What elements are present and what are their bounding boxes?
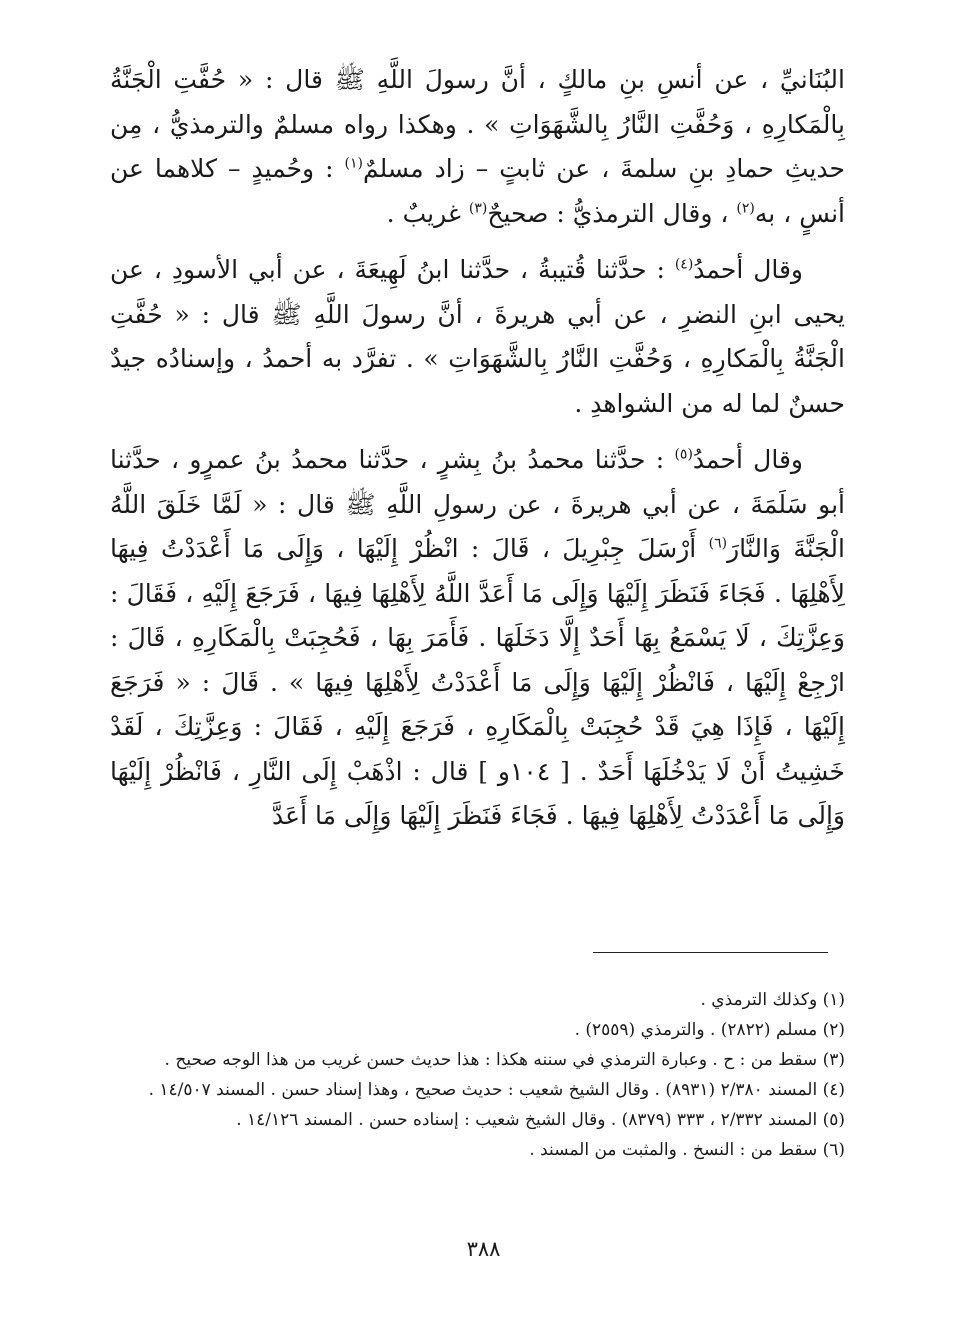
footnote-3: (٣) سقط من : ح . وعبارة الترمذي في سننه هكذا : هذا حديث حسن غريب من هذا الوجه صحيح . <box>164 1050 845 1070</box>
footnotes <box>110 985 845 1165</box>
footnote-5: (٥) المسند ٢/٣٣٢ ، ٣٣٣ (٨٣٧٩) . وقال الشيخ شعيب : إسناده حسن . المسند ١٤/١٢٦ . <box>236 1110 845 1130</box>
paragraph-3-text-2: : حدَّثنا محمدُ بنُ بِشرٍ ، حدَّثنا محمدُ بنُ عمرٍو ، حدَّثنا أبو سَلَمَةَ ، عن أبي هريرةَ ، عن رسولِ اللَّهِ ﷺ قال : « لَمَّا خَلَقَ اللَّهُ الْجَنَّةَ وَالنَّارَ <box>110 445 845 563</box>
paragraph-2-text-2: : حدَّثنا قُتيبةُ ، حدَّثنا ابنُ لَهِيعَةَ ، عن أبي الأسودِ ، عن يحيى ابنِ النضرِ ، عن أبي هريرةَ ، أنَّ رسولَ اللَّهِ ﷺ قال : « حُفَّتِ الْجَنَّةُ بِالْمَكارِهِ ، وَحُفَّتِ النَّارُ بِالشَّهَوَاتِ » . تفرَّد به أحمدُ ، وإسنادُه جيدٌ حسنٌ لما له من الشواهدِ . <box>110 255 845 418</box>
footnote-ref-3: (٣) <box>468 200 488 217</box>
paragraph-1 <box>110 58 845 236</box>
footnote-ref-2: (٢) <box>736 200 755 217</box>
paragraph-3-text: وقال أحمدُ <box>692 445 803 474</box>
footnote-6: (٦) سقط من : النسخ . والمثبت من المسند . <box>529 1140 845 1160</box>
paragraph-1-text: البُنَانيِّ ، عن أنسِ بنِ مالكٍ ، أنَّ رسولَ اللَّهِ ﷺ قال : « حُفَّتِ الْجَنَّةُ بِالْمَكارِهِ ، وَحُفَّتِ النَّارُ بِالشَّهَوَاتِ » . وهكذا رواه مسلمٌ والترمذيُّ ، مِن حديثِ حمادِ بنِ سلمةَ ، عن ثابتٍ – زاد مسلمٌ <box>110 65 846 183</box>
page-number: ٣٨٨ <box>466 1237 501 1261</box>
paragraph-1-text-3: ، وقال الترمذيُّ : صحيحٌ <box>487 198 737 228</box>
footnote-4: (٤) المسند ٢/٣٨٠ (٨٩٣١) . وقال الشيخ شعيب : حديث صحيح ، وهذا إسناد حسن . المسند ١٤/٥٠٧ . <box>148 1080 845 1100</box>
paragraph-2-text: وقال أحمدُ <box>693 255 803 284</box>
paragraph-3 <box>110 438 845 839</box>
footnote-1: (١) وكذلك الترمذي . <box>700 990 845 1010</box>
manuscript-folio-marker: [ ١٠٤و ] <box>468 756 580 786</box>
paragraph-3-text-3: أَرْسَلَ جِبْرِيلَ ، قَالَ : انْظُرْ إِلَيْهَا ، وَإِلَى مَا أَعْدَدْتُ فِيهَا لِأَهْلِهَا . فَجَاءَ فَنَظَرَ إِلَيْهَا وَإِلَى مَا أَعَدَّ اللَّهُ لِأَهْلِهَا فِيهَا ، فَرَجَعَ إِلَيْهِ ، فَقَالَ : وَعِزَّتِكَ ، لَا يَسْمَعُ بِهَا أَحَدٌ إِلَّا دَخَلَهَا . فَأَمَرَ بِهَا ، فَحُجِبَتْ بِالْمَكَارِهِ ، قَالَ : ارْجِعْ إِلَيْهَا ، فَانْظُرْ إِلَيْهَا وَإِلَى مَا أَعْدَدْتُ لِأَهْلِهَا فِيهَا » . قَالَ : « فَرَجَعَ إِلَيْهَا ، فَإِذَا هِيَ قَدْ حُجِبَتْ بِالْمَكَارِهِ ، فَرَجَعَ إِلَيْهِ ، فَقَالَ : وَعِزَّتِكَ ، لَقَدْ خَشِيتُ أَنْ لَا يَدْخُلَهَا أَحَدٌ . <box>110 534 845 786</box>
footnote-ref-1: (١) <box>344 155 363 172</box>
paragraph-3-text-4: قال : اذْهَبْ إِلَى النَّارِ ، فَانْظُرْ إِلَيْهَا وَإِلَى مَا أَعْدَدْتُ لِأَهْلِهَا فِيهَا . فَجَاءَ فَنَظَرَ إِلَيْهَا وَإِلَى مَا أَعَدَّ <box>110 756 845 830</box>
paragraph-1-text-4: غريبٌ . <box>386 198 469 228</box>
footnote-ref-6: (٦) <box>708 535 728 552</box>
paragraph-2 <box>110 248 845 426</box>
footnote-separator <box>593 952 828 953</box>
footnote-ref-4: (٤) <box>674 256 694 273</box>
footnote-ref-5: (٥) <box>674 446 693 463</box>
footnote-2: (٢) مسلم (٢٨٢٢) . والترمذي (٢٥٥٩) . <box>574 1020 845 1040</box>
main-text <box>110 58 845 851</box>
paragraph-1-text-2: : وحُميدٍ – كلاهما عن أنسٍ ، به <box>110 154 845 228</box>
